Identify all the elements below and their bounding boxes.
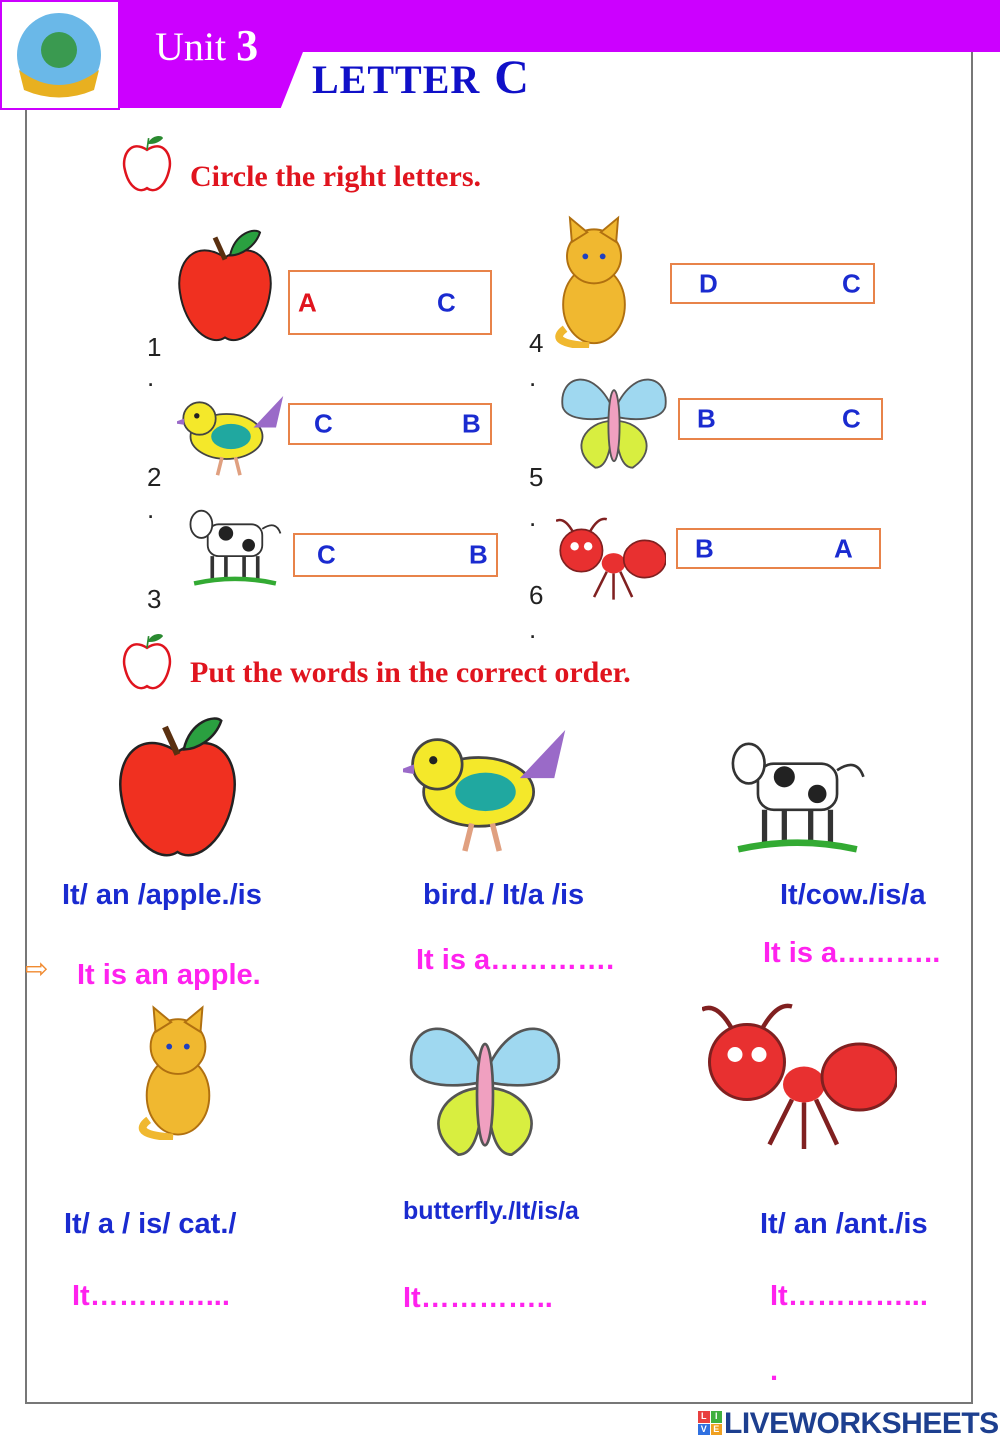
letter-option[interactable]: B	[695, 533, 714, 563]
item-dot: .	[529, 614, 537, 644]
example-answer: It is an apple.	[77, 959, 261, 991]
letter-box-5	[678, 398, 883, 440]
letter-option[interactable]: C	[437, 287, 456, 317]
letter-box-1	[288, 270, 492, 335]
item-number: 4	[529, 328, 544, 358]
bird-image	[177, 386, 285, 478]
cat-image	[550, 213, 638, 348]
letter-option[interactable]: C	[842, 403, 861, 434]
answer-field[interactable]: It is a………….	[416, 944, 615, 976]
answer-field[interactable]: It…………...	[770, 1280, 928, 1312]
letter-option[interactable]: A	[834, 533, 853, 563]
unit-label: Unit 3	[155, 21, 259, 70]
apple-bullet-icon	[122, 134, 172, 194]
letter-box-3	[293, 533, 498, 577]
letter-option[interactable]: B	[469, 539, 488, 570]
item-dot: .	[529, 362, 537, 392]
apple-image	[175, 225, 275, 350]
scrambled-sentence: It/ a / is/ cat./	[64, 1208, 237, 1240]
scrambled-sentence: It/ an /apple./is	[62, 879, 262, 911]
cow-image	[185, 490, 285, 595]
apple-bullet-icon	[122, 632, 172, 692]
bird-image	[403, 715, 568, 855]
cat-image	[134, 1002, 222, 1140]
item-dot: .	[147, 494, 155, 524]
section2-instruction: Put the words in the correct order.	[190, 656, 631, 689]
letter-option[interactable]: D	[699, 268, 718, 298]
answer-field[interactable]: It is a………..	[763, 937, 941, 969]
scrambled-sentence: It/cow./is/a	[780, 879, 926, 911]
cow-image	[725, 715, 870, 865]
letter-box-2	[288, 403, 492, 445]
apple-image	[115, 712, 240, 867]
scrambled-sentence: butterfly./It/is/a	[403, 1197, 579, 1225]
school-logo	[0, 0, 120, 110]
liveworksheets-brand: LIVEWORKSHEETS	[724, 1407, 999, 1440]
item-dot: .	[529, 502, 537, 532]
butterfly-image	[558, 365, 670, 477]
letter-option[interactable]: A	[298, 287, 317, 317]
letter-option[interactable]: C	[317, 539, 336, 570]
butterfly-image	[405, 1008, 565, 1168]
letter-option[interactable]: C	[314, 408, 333, 439]
item-dot: .	[147, 362, 155, 392]
liveworksheets-logo-icon: L I V E	[698, 1411, 722, 1435]
page-title: LETTER C	[312, 51, 530, 104]
item-number: 1	[147, 332, 162, 362]
ant-image	[702, 1002, 897, 1152]
item-number: 6	[529, 580, 544, 610]
scrambled-sentence: bird./ It/a /is	[423, 879, 585, 911]
answer-field[interactable]: It…………...	[72, 1280, 230, 1312]
item-number: 5	[529, 462, 544, 492]
scrambled-sentence: It/ an /ant./is	[760, 1208, 928, 1240]
trailing-dot: .	[770, 1355, 779, 1387]
answer-field[interactable]: It…………..	[403, 1282, 553, 1314]
letter-box-6	[676, 528, 881, 569]
item-number: 3	[147, 584, 162, 614]
letter-option[interactable]: B	[697, 403, 716, 434]
arrow-right-icon: ⇨	[25, 953, 49, 984]
letter-box-4	[670, 263, 875, 304]
letter-option[interactable]: C	[842, 268, 861, 298]
letter-option[interactable]: B	[462, 408, 481, 439]
ant-image	[556, 515, 666, 603]
logo-icon	[14, 10, 104, 100]
item-number: 2	[147, 462, 162, 492]
section1-instruction: Circle the right letters.	[190, 160, 481, 193]
